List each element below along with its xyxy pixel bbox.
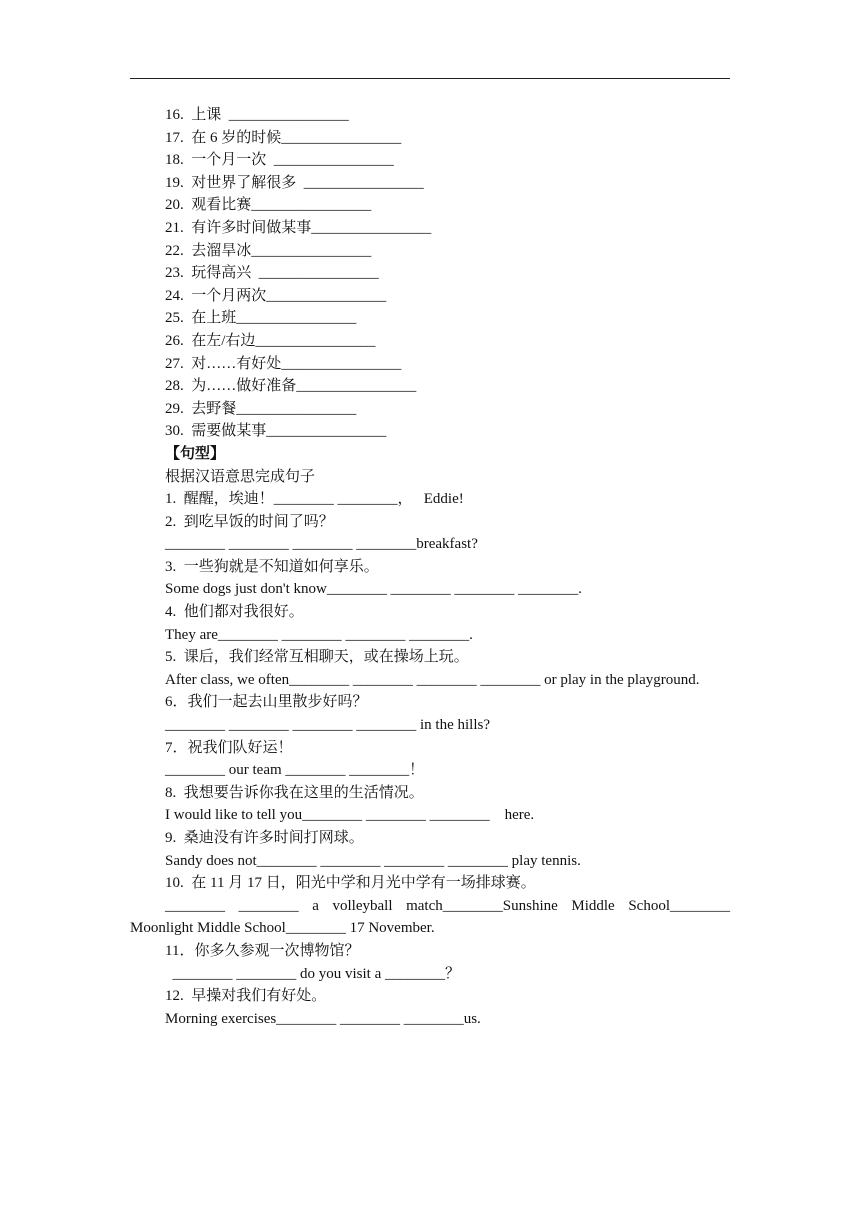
sentence-2-chinese: 2. 到吃早饭的时间了吗？	[165, 513, 334, 530]
sentence-6-english: ________ ________ ________ ________ in the hills?	[165, 717, 490, 734]
sentence-3-english: Some dogs just don't know________ ________ ________ ________.	[165, 581, 582, 598]
sentence-4-chinese: 4. 他们都对我很好。	[165, 604, 304, 621]
header-rule	[130, 78, 730, 79]
worksheet-content	[130, 104, 730, 1030]
vocab-item: 20. 观看比赛________________	[165, 197, 372, 214]
vocab-item: 17. 在 6 岁的时候________________	[165, 129, 402, 146]
sentence-10-chinese: 10. 在 11 月 17 日，阳光中学和月光中学有一场排球赛。	[165, 875, 536, 892]
sentence-7-english: ________ our team ________ ________！	[165, 762, 425, 779]
instruction-text: 根据汉语意思完成句子	[165, 468, 316, 485]
sentence-8-chinese: 8. 我想要告诉你我在这里的生活情况。	[165, 784, 424, 801]
vocab-item: 30. 需要做某事________________	[165, 423, 387, 440]
sentence-11-english: ________ ________ do you visit a ________？	[165, 965, 460, 982]
vocab-item: 21. 有许多时间做某事________________	[165, 219, 432, 236]
vocab-item: 16. 上课 ________________	[165, 107, 349, 123]
sentence-3-chinese: 3. 一些狗就是不知道如何享乐。	[165, 558, 379, 575]
sentence-11-chinese: 11．你多久参观一次博物馆？	[165, 942, 360, 959]
sentence-12-chinese: 12. 早操对我们有好处。	[165, 988, 327, 1005]
vocab-item: 27. 对……有好处________________	[165, 355, 402, 372]
vocab-item: 26. 在左/右边________________	[165, 332, 376, 349]
sentence-5-chinese: 5. 课后，我们经常互相聊天，或在操场上玩。	[165, 649, 469, 666]
sentence-5-english: After class, we often________ ________ ________ ________ or play in the playground.	[165, 671, 700, 688]
sentence-2-english: ________ ________ ________ ________breakfast?	[165, 536, 478, 553]
vocab-item: 24. 一个月两次________________	[165, 287, 387, 304]
sentence-10-english: ________ ________ a volleyball match________Sunshine Middle School________ Moonlight Middle School________ 17 November.	[130, 897, 730, 937]
vocab-item: 29. 去野餐________________	[165, 400, 357, 417]
sentence-1-chinese: 1. 醒醒，埃迪！________ ________， Eddie!	[165, 491, 464, 508]
vocab-item: 23. 玩得高兴 ________________	[165, 265, 379, 282]
vocab-item: 25. 在上班________________	[165, 310, 357, 327]
sentence-4-english: They are________ ________ ________ ________.	[165, 626, 473, 643]
section-heading: 【句型】	[165, 445, 226, 462]
vocab-item: 18. 一个月一次 ________________	[165, 152, 394, 169]
sentence-12-english: Morning exercises________ ________ ________us.	[165, 1010, 481, 1027]
sentence-8-english: I would like to tell you________ ________ ________ here.	[165, 807, 535, 824]
vocab-item: 22. 去溜旱冰________________	[165, 242, 372, 259]
sentence-6-chinese: 6．我们一起去山里散步好吗？	[165, 694, 368, 711]
sentence-9-english: Sandy does not________ ________ ________ ________ play tennis.	[165, 852, 581, 869]
vocab-item: 28. 为……做好准备________________	[165, 378, 417, 395]
vocab-item: 19. 对世界了解很多 ________________	[165, 174, 424, 191]
sentence-7-chinese: 7．祝我们队好运！	[165, 739, 293, 756]
sentence-9-chinese: 9. 桑迪没有许多时间打网球。	[165, 830, 364, 846]
